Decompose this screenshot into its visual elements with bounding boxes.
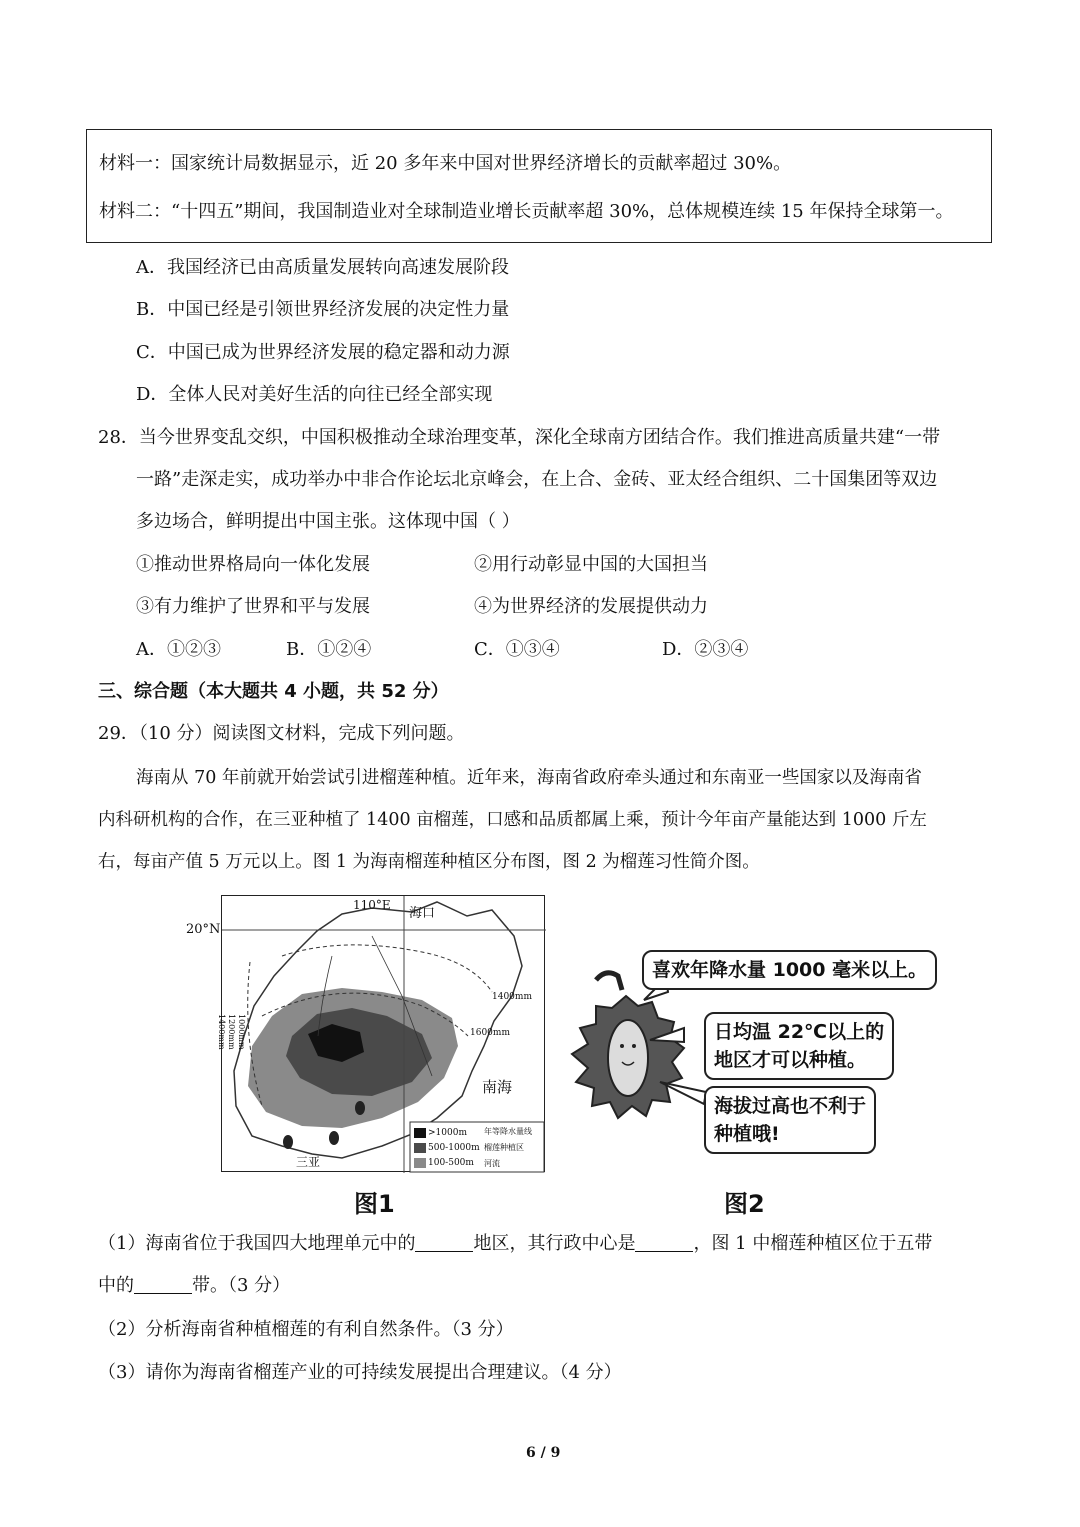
q28-stem-line3: 多边场合，鲜明提出中国主张。这体现中国（ ） xyxy=(136,511,520,532)
map-haikou-label: 海口 xyxy=(409,906,436,921)
q27-option-c: C．中国已成为世界经济发展的稳定器和动力源 xyxy=(136,342,510,363)
q29-sub1-line1 xyxy=(98,1232,932,1256)
q29-sub3: （3）请你为海南省榴莲产业的可持续发展提出合理建议。（4 分） xyxy=(98,1362,622,1383)
legend-isohyet: 年等降水量线 xyxy=(484,1127,532,1136)
bubble-rainfall-text: 喜欢年降水量 1000 毫米以上。 xyxy=(652,959,928,981)
material-box xyxy=(86,129,992,243)
q29-sub1-part-d: 中的 xyxy=(98,1275,134,1296)
map-isohyet-1600-label: 1600mm xyxy=(470,1028,510,1038)
map-sanya-label: 三亚 xyxy=(296,1155,321,1169)
map-isohyet-left-3: 1000mm xyxy=(237,1014,246,1050)
hainan-map xyxy=(217,895,545,1172)
q28-stem-line1: 28．当今世界变乱交织，中国积极推动全球治理变革，深化全球南方团结合作。我们推进高质量共建“一带 xyxy=(98,427,941,448)
bubble-altitude-line1: 海拔过高也不利于 xyxy=(714,1095,867,1117)
answer-blank-region[interactable] xyxy=(415,1233,473,1252)
q28-statement-1: ①推动世界格局向一体化发展 xyxy=(136,554,370,575)
q27-option-d: D．全体人民对美好生活的向往已经全部实现 xyxy=(136,384,493,405)
map-sea-label: 南海 xyxy=(482,1078,513,1096)
figure2-label: 图2 xyxy=(724,1190,765,1218)
map-isohyet-left-2: 1200mm xyxy=(227,1014,236,1050)
q29-para-line3: 右，每亩产值 5 万元以上。图 1 为海南榴莲种植区分布图，图 2 为榴莲习性简介图。 xyxy=(98,852,760,872)
durian-site-symbol xyxy=(283,1135,293,1149)
q28-option-a: A．①②③ xyxy=(136,639,221,660)
q29-para-line1: 海南从 70 年前就开始尝试引进榴莲种植。近年来，海南省政府牵头通过和东南亚一些国家以及海南省 xyxy=(136,768,922,788)
q29-sub1-part-c: ，图 1 中榴莲种植区位于五带 xyxy=(693,1233,933,1254)
figure1-label: 图1 xyxy=(354,1190,395,1218)
section-title: 三、综合题（本大题共 4 小题，共 52 分） xyxy=(98,681,449,702)
q29-para-line2: 内科研机构的合作，在三亚种植了 1400 亩榴莲，口感和品质都属上乘，预计今年亩产量能达到 1000 斤左 xyxy=(98,810,927,830)
q29-head: 29．（10 分）阅读图文材料，完成下列问题。 xyxy=(98,723,465,744)
q28-statement-2: ②用行动彰显中国的大国担当 xyxy=(474,554,708,575)
q27-option-b: B．中国已经是引领世界经济发展的决定性力量 xyxy=(136,299,510,320)
answer-blank-zone[interactable] xyxy=(134,1275,192,1294)
map-longitude-label: 110°E xyxy=(353,898,391,912)
map-isohyet-1400-label: 1400mm xyxy=(492,992,532,1002)
durian-bubble-rainfall xyxy=(642,950,937,990)
material-one: 材料一：国家统计局数据显示，近 20 多年来中国对世界经济增长的贡献率超过 30%。 xyxy=(99,153,792,174)
durian-stem xyxy=(596,973,622,990)
bubble-altitude-line2: 种植哦! xyxy=(714,1123,780,1145)
legend-over-1000m: >1000m xyxy=(428,1128,467,1138)
q29-sub1-part-a: （1）海南省位于我国四大地理单元中的 xyxy=(98,1233,416,1254)
q27-option-a: A．我国经济已由高质量发展转向高速发展阶段 xyxy=(136,257,509,278)
durian-site-symbol xyxy=(355,1101,365,1115)
q29-sub2: （2）分析海南省种植榴莲的有利自然条件。（3 分） xyxy=(98,1319,514,1340)
map-isohyet-left-1: 1400mm xyxy=(217,1014,226,1050)
legend-500-1000m: 500-1000m xyxy=(428,1143,480,1153)
q28-statement-3: ③有力维护了世界和平与发展 xyxy=(136,596,370,617)
q28-stem-line2: 一路”走深走实，成功举办中非合作论坛北京峰会，在上合、金砖、亚太经合组织、二十国集团等双边 xyxy=(136,469,938,490)
durian-bubble-temperature xyxy=(704,1012,894,1080)
answer-blank-capital[interactable] xyxy=(635,1233,693,1252)
map-latitude-label: 20°N xyxy=(186,922,221,937)
durian-site-symbol xyxy=(329,1131,339,1145)
bubble-temperature-line2: 地区才可以种植。 xyxy=(714,1049,867,1071)
q29-sub1-part-b: 地区，其行政中心是 xyxy=(473,1233,636,1254)
page-number: 6 / 9 xyxy=(526,1445,561,1461)
q29-sub1-line2 xyxy=(98,1274,290,1298)
bubble-temperature-line1: 日均温 22℃以上的 xyxy=(714,1021,885,1043)
durian-bubble-altitude xyxy=(704,1086,876,1154)
legend-100-500m: 100-500m xyxy=(428,1158,474,1168)
q28-option-d: D．②③④ xyxy=(662,639,749,660)
material-two: 材料二：“十四五”期间，我国制造业对全球制造业增长贡献率超 30%，总体规模连续 15 年保持全球第一。 xyxy=(99,201,954,222)
q28-option-c: C．①③④ xyxy=(474,639,560,660)
q29-sub1-part-e: 带。（3 分） xyxy=(192,1275,291,1296)
legend-durian-area: 榴莲种植区 xyxy=(484,1143,524,1152)
q28-statement-4: ④为世界经济的发展提供动力 xyxy=(474,596,708,617)
q28-option-b: B．①②④ xyxy=(286,639,372,660)
legend-river: 河流 xyxy=(484,1159,500,1168)
